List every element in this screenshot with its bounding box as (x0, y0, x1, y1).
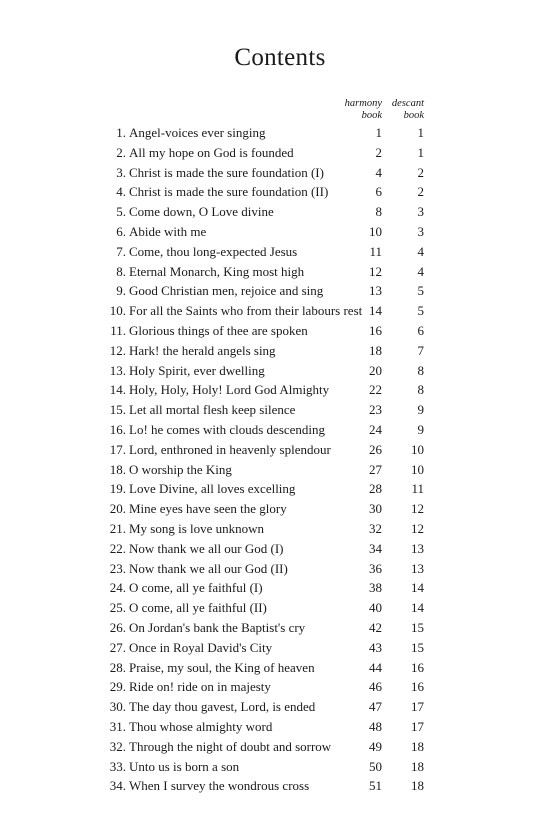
harmony-book-page: 24 (369, 421, 382, 437)
list-item (0, 737, 560, 757)
descant-book-page: 12 (411, 520, 424, 536)
entry-number: 7. (116, 243, 126, 259)
entry-number: 3. (116, 164, 126, 180)
descant-book-page: 1 (417, 144, 424, 160)
list-item (0, 440, 560, 460)
harmony-book-page: 46 (369, 679, 382, 695)
hymn-title: Love Divine, all loves excelling (129, 481, 296, 497)
harmony-book-page: 30 (369, 501, 382, 517)
list-item (0, 519, 560, 539)
descant-book-page: 12 (411, 501, 424, 517)
harmony-book-page: 48 (369, 718, 382, 734)
list-item (0, 321, 560, 341)
harmony-book-page: 8 (375, 204, 382, 220)
list-item (0, 361, 560, 381)
hymn-title: When I survey the wondrous cross (129, 778, 310, 794)
hymn-title: O worship the King (129, 461, 232, 477)
descant-book-column-header (384, 98, 424, 122)
descant-book-page: 9 (417, 421, 424, 437)
descant-book-page: 9 (417, 402, 424, 418)
descant-book-page: 3 (417, 204, 424, 220)
harmony-book-page: 27 (369, 461, 382, 477)
harmony-book-page: 26 (369, 441, 382, 457)
list-item (0, 380, 560, 400)
descant-book-page: 13 (411, 560, 424, 576)
entry-number: 27. (109, 639, 126, 655)
harmony-book-page: 18 (369, 342, 382, 358)
list-item (0, 618, 560, 638)
hymn-title: Glorious things of thee are spoken (129, 322, 308, 338)
entry-number: 4. (116, 184, 126, 200)
list-item (0, 341, 560, 361)
descant-book-page: 15 (411, 639, 424, 655)
hymn-title: Lord, enthroned in heavenly splendour (129, 441, 331, 457)
hymn-title: Mine eyes have seen the glory (129, 501, 287, 517)
hymn-title: My song is love unknown (129, 520, 265, 536)
descant-book-page: 18 (411, 778, 424, 794)
harmony-book-page: 40 (369, 600, 382, 616)
entry-number: 23. (109, 560, 126, 576)
entry-number: 6. (116, 223, 126, 239)
list-item (0, 499, 560, 519)
descant-book-page: 13 (411, 540, 424, 556)
entry-number: 32. (109, 738, 126, 754)
hymn-title: For all the Saints who from their labours rest (129, 303, 363, 319)
harmony-book-page: 16 (369, 322, 382, 338)
harmony-book-page: 36 (369, 560, 382, 576)
hymn-title: Good Christian men, rejoice and sing (129, 283, 324, 299)
entry-number: 20. (109, 501, 126, 517)
harmony-book-page: 51 (369, 778, 382, 794)
contents-list (0, 123, 560, 796)
hymn-title: Hark! the herald angels sing (129, 342, 276, 358)
list-item (0, 559, 560, 579)
entry-number: 29. (109, 679, 126, 695)
hymn-title: Unto us is born a son (129, 758, 240, 774)
entry-number: 8. (116, 263, 126, 279)
harmony-header-line-2: book (361, 110, 382, 121)
list-item (0, 143, 560, 163)
descant-book-page: 18 (411, 738, 424, 754)
descant-book-page: 16 (411, 679, 424, 695)
entry-number: 22. (109, 540, 126, 556)
descant-book-page: 18 (411, 758, 424, 774)
entry-number: 16. (109, 421, 126, 437)
list-item (0, 598, 560, 618)
list-item (0, 123, 560, 143)
descant-book-page: 5 (417, 303, 424, 319)
descant-book-page: 14 (411, 600, 424, 616)
descant-book-page: 3 (417, 223, 424, 239)
entry-number: 14. (109, 382, 126, 398)
entry-number: 18. (109, 461, 126, 477)
hymn-title: O come, all ye faithful (II) (129, 600, 267, 616)
descant-book-page: 10 (411, 441, 424, 457)
entry-number: 19. (109, 481, 126, 497)
hymn-title: Once in Royal David's City (129, 639, 273, 655)
descant-book-page: 14 (411, 580, 424, 596)
descant-header-line-1: descant (391, 98, 424, 109)
hymn-title: Come down, O Love divine (129, 204, 274, 220)
entry-number: 9. (116, 283, 126, 299)
hymn-title: The day thou gavest, Lord, is ended (129, 699, 316, 715)
list-item (0, 539, 560, 559)
hymn-title: Holy, Holy, Holy! Lord God Almighty (129, 382, 330, 398)
hymn-title: Praise, my soul, the King of heaven (129, 659, 315, 675)
harmony-book-page: 13 (369, 283, 382, 299)
harmony-book-page: 42 (369, 619, 382, 635)
hymn-title: All my hope on God is founded (129, 144, 294, 160)
list-item (0, 460, 560, 480)
harmony-book-page: 47 (369, 699, 382, 715)
entry-number: 13. (109, 362, 126, 378)
hymn-title: On Jordan's bank the Baptist's cry (129, 619, 306, 635)
entry-number: 28. (109, 659, 126, 675)
list-item (0, 658, 560, 678)
harmony-book-page: 6 (375, 184, 382, 200)
entry-number: 5. (116, 204, 126, 220)
harmony-book-page: 50 (369, 758, 382, 774)
entry-number: 15. (109, 402, 126, 418)
hymn-title: Eternal Monarch, King most high (129, 263, 305, 279)
list-item (0, 262, 560, 282)
hymn-title: Now thank we all our God (II) (129, 560, 288, 576)
hymn-title: Ride on! ride on in majesty (129, 679, 271, 695)
harmony-book-page: 20 (369, 362, 382, 378)
harmony-book-page: 28 (369, 481, 382, 497)
hymn-title: Holy Spirit, ever dwelling (129, 362, 265, 378)
hymn-title: Through the night of doubt and sorrow (129, 738, 332, 754)
list-item (0, 420, 560, 440)
entry-number: 31. (109, 718, 126, 734)
descant-book-page: 4 (417, 263, 424, 279)
descant-book-page: 4 (417, 243, 424, 259)
hymn-title: Let all mortal flesh keep silence (129, 402, 296, 418)
hymn-title: Christ is made the sure foundation (II) (129, 184, 329, 200)
hymn-title: Christ is made the sure foundation (I) (129, 164, 324, 180)
list-item (0, 281, 560, 301)
descant-book-page: 7 (417, 342, 424, 358)
hymn-title: O come, all ye faithful (I) (129, 580, 263, 596)
list-item (0, 242, 560, 262)
list-item (0, 578, 560, 598)
hymn-title: Abide with me (129, 223, 207, 239)
descant-book-page: 6 (417, 322, 424, 338)
hymn-title: Come, thou long-expected Jesus (129, 243, 298, 259)
hymn-title: Angel-voices ever singing (129, 125, 266, 140)
descant-header-line-2: book (403, 110, 424, 121)
descant-book-page: 17 (411, 718, 424, 734)
list-item (0, 182, 560, 202)
harmony-book-page: 11 (369, 243, 382, 259)
entry-number: 34. (109, 778, 126, 794)
hymn-title: Thou whose almighty word (129, 718, 273, 734)
descant-book-page: 5 (417, 283, 424, 299)
hymn-title: Now thank we all our God (I) (129, 540, 284, 556)
entry-number: 30. (109, 699, 126, 715)
list-item (0, 717, 560, 737)
harmony-book-page: 43 (369, 639, 382, 655)
list-item (0, 400, 560, 420)
harmony-book-page: 22 (369, 382, 382, 398)
harmony-book-page: 44 (369, 659, 382, 675)
entry-number: 10. (109, 303, 126, 319)
descant-book-page: 17 (411, 699, 424, 715)
harmony-header-line-1: harmony (344, 98, 382, 109)
list-item (0, 202, 560, 222)
list-item (0, 697, 560, 717)
harmony-book-page: 38 (369, 580, 382, 596)
list-item (0, 479, 560, 499)
list-item (0, 757, 560, 777)
list-item (0, 677, 560, 697)
entry-number: 25. (109, 600, 126, 616)
harmony-book-column-header (330, 98, 382, 122)
entry-number: 21. (109, 520, 126, 536)
hymn-title: Lo! he comes with clouds descending (129, 421, 326, 437)
entry-number: 26. (109, 619, 126, 635)
entry-number: 2. (116, 144, 126, 160)
harmony-book-page: 49 (369, 738, 382, 754)
harmony-book-page: 1 (375, 125, 382, 140)
harmony-book-page: 10 (369, 223, 382, 239)
descant-book-page: 1 (417, 125, 424, 140)
list-item (0, 301, 560, 321)
harmony-book-page: 4 (375, 164, 382, 180)
descant-book-page: 2 (417, 184, 424, 200)
entry-number: 1. (116, 125, 126, 140)
entry-number: 12. (109, 342, 126, 358)
list-item (0, 222, 560, 242)
entry-number: 24. (109, 580, 126, 596)
descant-book-page: 8 (417, 382, 424, 398)
descant-book-page: 10 (411, 461, 424, 477)
harmony-book-page: 14 (369, 303, 382, 319)
list-item (0, 638, 560, 658)
entry-number: 11. (110, 322, 126, 338)
harmony-book-page: 34 (369, 540, 382, 556)
descant-book-page: 16 (411, 659, 424, 675)
harmony-book-page: 2 (375, 144, 382, 160)
entry-number: 17. (109, 441, 126, 457)
harmony-book-page: 12 (369, 263, 382, 279)
page-title: Contents (234, 44, 326, 71)
harmony-book-page: 23 (369, 402, 382, 418)
descant-book-page: 15 (411, 619, 424, 635)
harmony-book-page: 32 (369, 520, 382, 536)
descant-book-page: 8 (417, 362, 424, 378)
descant-book-page: 11 (411, 481, 424, 497)
descant-book-page: 2 (417, 164, 424, 180)
list-item (0, 776, 560, 796)
list-item (0, 163, 560, 183)
entry-number: 33. (109, 758, 126, 774)
